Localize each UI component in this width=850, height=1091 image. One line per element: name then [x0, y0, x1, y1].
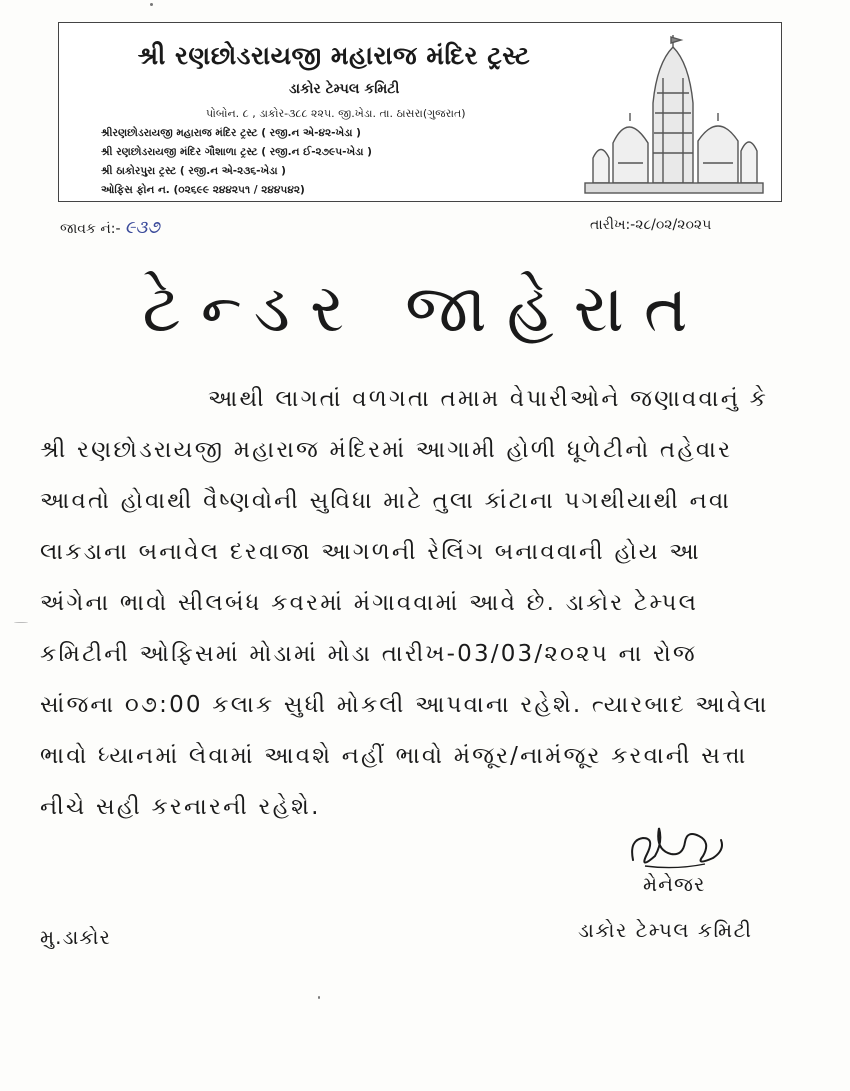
inward-number	[60, 217, 160, 238]
body-line: અંગેના ભાવો સીલબંધ કવરમાં મંગાવવામાં આવે છે. ડાકોર ટેમ્પલ	[40, 590, 699, 616]
letter-date: તારીખ:-૨૮/૦૨/૨૦૨૫	[590, 217, 712, 233]
trust-address: પોબોન. ૮ , ડાકોર-૩૮૮ ૨૨૫. જી.ખેડા. તા. ઠાસરા(ગુજરાત)	[206, 107, 466, 120]
trust-name: શ્રી રણછોડરાયજી મહારાજ મંદિર ટ્રસ્ટ	[137, 41, 531, 70]
page-title: ટેન્ડર જાહેરાત	[142, 270, 708, 347]
inward-label: જાવક નં:-	[60, 221, 121, 237]
body-line: આવતો હોવાથી વૈષ્ણવોની સુવિધા માટે તુલા કાંટાના પગથીયાથી નવા	[40, 488, 732, 514]
body-line: નીચે સહી કરનારની રહેશે.	[40, 794, 321, 820]
scan-speck	[14, 622, 28, 623]
registration-line: શ્રી રણછોડરાયજી મંદિર ગૌશાળા ટ્રસ્ટ ( રજી.ન ઈ-૨૭૯૫-ખેડા )	[101, 146, 372, 158]
scan-speck	[150, 3, 153, 6]
body-line: આથી લાગતાં વળગતા તમામ વેપારીઓને જણાવવાનું કે	[208, 386, 769, 412]
registration-line: શ્રી ઠાકોરપુરા ટ્રસ્ટ ( રજી.ન એ-૨૩૬-ખેડા )	[101, 165, 286, 177]
body-line: કમિટીની ઓફિસમાં મોડામાં મોડા તારીખ-03/03/૨૦૨૫ ના રોજ	[40, 641, 697, 667]
registration-line: શ્રીરણછોડરાયજી મહારાજ મંદિર ટ્રસ્ટ ( રજી.ન એ-૪૨-ખેડા )	[101, 127, 361, 139]
scan-speck	[318, 996, 320, 999]
inward-number-value: ૯૩૭	[124, 217, 160, 238]
signatory-organization: ડાકોર ટેમ્પલ કમિટી	[578, 918, 753, 942]
place-name: મુ.ડાકોર	[40, 925, 111, 949]
letterhead	[58, 22, 782, 202]
body-line: સાંજના ૦૭:00 કલાક સુધી મોકલી આપવાના રહેશે. ત્યારબાદ આવેલા	[40, 692, 769, 718]
signatory-title: મેનેજર	[643, 872, 706, 896]
handwritten-signature	[625, 820, 735, 880]
notice-body	[40, 374, 815, 833]
body-line: ભાવો ધ્યાનમાં લેવામાં આવશે નહીં ભાવો મંજૂર/નામંજૂર કરવાની સત્તા	[40, 743, 748, 769]
body-line: લાકડાના બનાવેલ દરવાજા આગળની રેલિંગ બનાવવાની હોય આ	[40, 539, 701, 565]
body-line: શ્રી રણછોડરાયજી મહારાજ મંદિરમાં આગામી હોળી ધૂળેટીનો તહેવાર	[40, 437, 733, 463]
committee-name: ડાકોર ટેમ્પલ કમિટી	[289, 81, 400, 97]
temple-illustration-icon	[573, 33, 773, 198]
office-phone-line: ઓફિસ ફોન ન. (૦૨૬૯૯ ૨૪૪૨૫૧ / ૨૪૪૫૪૨)	[101, 184, 305, 196]
